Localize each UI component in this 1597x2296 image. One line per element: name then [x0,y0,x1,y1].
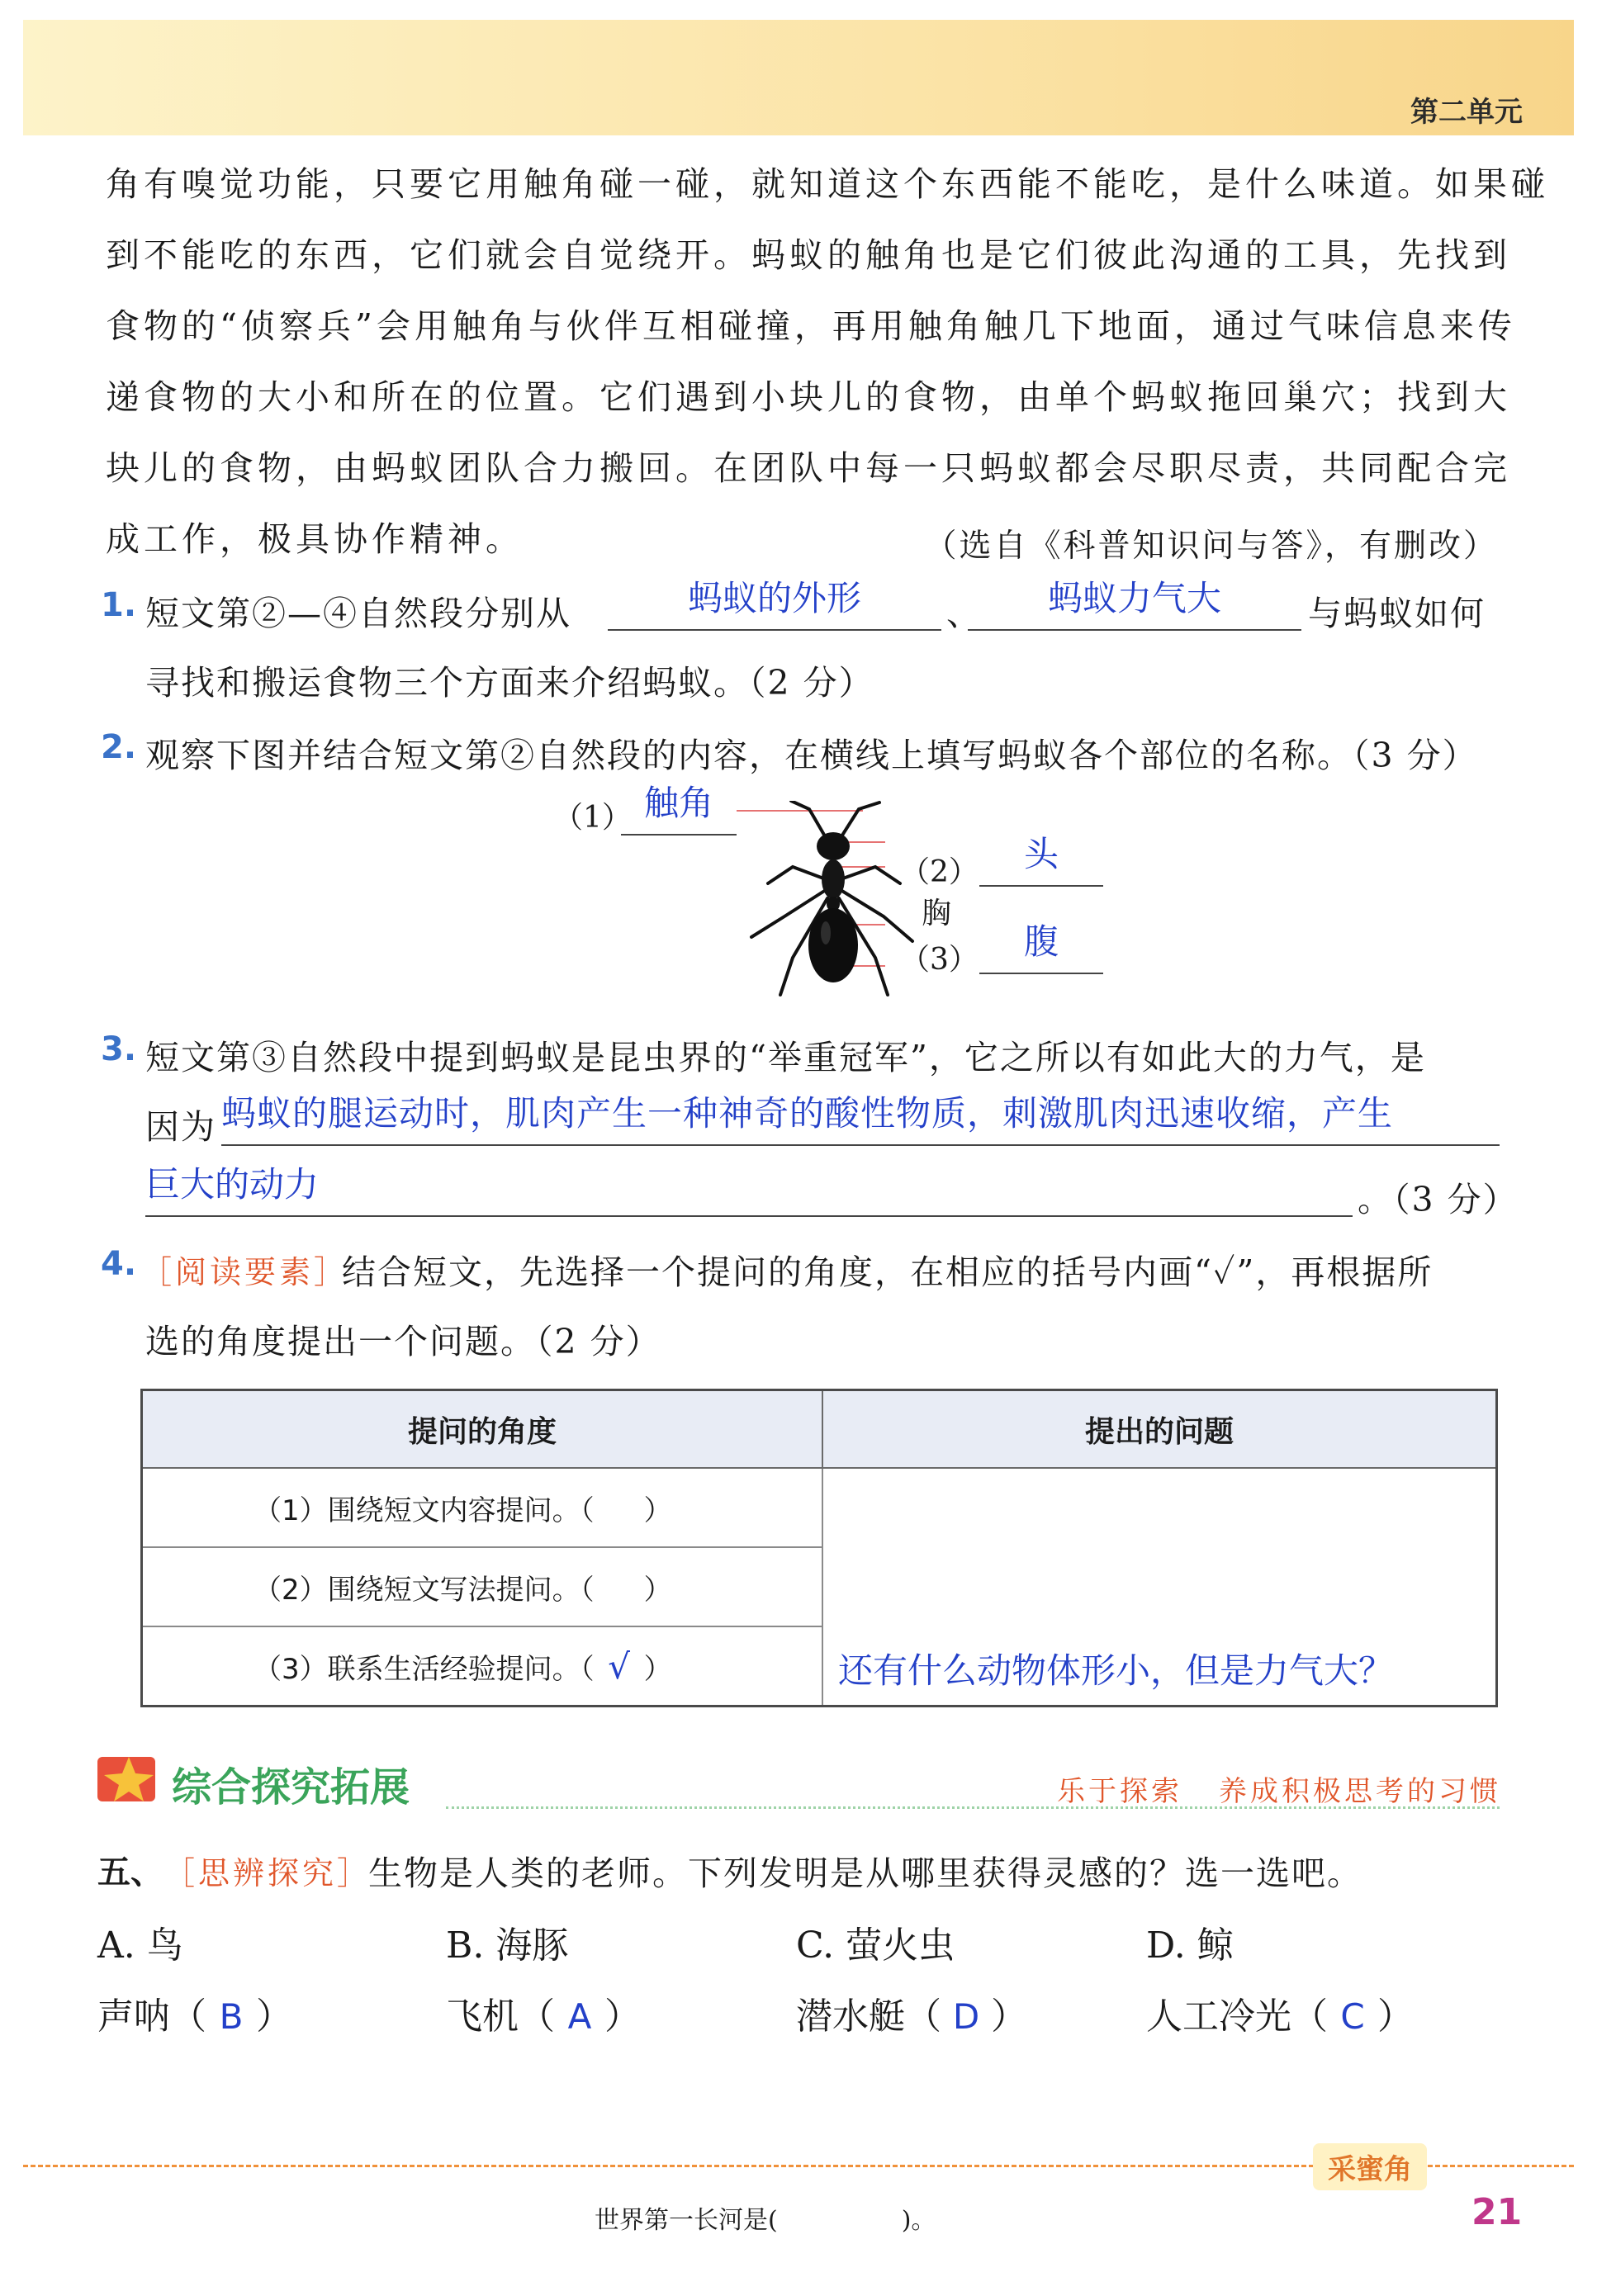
invention-answer[interactable]: A [567,1996,592,2037]
section-star-icon [97,1752,160,1805]
q5-tag: ［思辨探究］ [163,1855,372,1891]
question-number: 2. [101,728,137,766]
q1-text-a: 短文第②—④自然段分别从 [145,594,571,633]
footer-brand: 采蜜角 [1313,2143,1427,2190]
q3-score: 。（3 分） [1358,1180,1519,1219]
question-table [140,1389,1498,1707]
invention-item [97,1986,292,2039]
q3-answer-line-1[interactable]: 蚂蚁的腿运动时，肌肉产生一种神奇的酸性物质，刺激肌肉迅速收缩，产生 [221,1086,1500,1146]
passage-line: 食物的“侦察兵”会用触角与伙伴互相碰撞，再用触角触几下地面，通过气味信息来传 [106,306,1516,346]
q1-separator: 、 [946,594,982,633]
ant-thorax [822,859,845,899]
invention-close: ） [991,1995,1027,2038]
q2-label-2: （2） [900,855,979,889]
q3-text-a: 短文第③自然段中提到蚂蚁是昆虫界的“举重冠军”，它之所以有如此大的力气，是 [145,1038,1426,1077]
option-d: D. 鲸 [1146,1924,1234,1967]
q3-answer-line-2[interactable]: 巨大的动力 [145,1157,1353,1217]
ant-head [817,832,850,860]
q2-answer-head[interactable]: 头 [979,827,1103,887]
q2-answer-abdomen[interactable]: 腹 [979,915,1103,974]
q2-answer-antenna[interactable]: 触角 [621,776,737,836]
q3-text-b: 因为 [145,1107,216,1147]
question-number: 4. [101,1245,137,1283]
q2-label-3: （3） [900,943,979,977]
q4-text-a: 结合短文，先选择一个提问的角度，在相应的括号内画“✓”，再根据所 [342,1252,1434,1292]
invention-item [796,1986,1027,2039]
invention-answer[interactable]: B [219,1996,244,2037]
angle-label: （1）围绕短文内容提问。（ [254,1494,595,1527]
question-number: 1. [101,586,137,624]
invention-answer[interactable]: D [952,1996,980,2037]
table-header: 提问的角度 [142,1390,823,1469]
invention-item [1146,1986,1414,2039]
passage-source: （选自《科普知识问与答》，有删改） [924,528,1498,565]
option-c: C. 萤火虫 [796,1924,955,1967]
invention-answer[interactable]: C [1340,1996,1365,2037]
q1-text-b: 与蚂蚁如何 [1308,594,1486,633]
section-sub-2: 养成积极思考的习惯 [1219,1775,1501,1808]
q1-answer-2[interactable]: 蚂蚁力气大 [968,571,1301,631]
footer-trivia [595,2199,936,2236]
table-cell [142,1547,823,1626]
passage-line: 块儿的食物，由蚂蚁团队合力搬回。在团队中每一只蚂蚁都会尽职尽责，共同配合完 [106,448,1511,488]
invention-name: 人工冷光（ [1146,1995,1328,2038]
option-a: A. 鸟 [97,1924,183,1967]
question-answer: 还有什么动物体形小，但是力气大？ [838,1650,1394,1691]
angle-label: （3）联系生活经验提问。（ [254,1652,595,1686]
q4-tag: ［阅读要素］ [140,1254,349,1290]
ant-abdomen [808,908,858,982]
invention-name: 潜水艇（ [796,1995,941,2038]
table-cell [142,1626,823,1707]
table-row [142,1468,1497,1547]
trivia-text-a: 世界第一长河是( [595,2206,778,2235]
angle-close: ） [643,1494,672,1527]
invention-name: 飞机（ [446,1995,555,2038]
invention-item [446,1986,641,2039]
angle-close: ） [643,1573,672,1607]
q5-number: 五、 [97,1853,163,1891]
section-sub-1: 乐于探索 [1057,1775,1182,1808]
q5-text: 生物是人类的老师。下列发明是从哪里获得灵感的？选一选吧。 [368,1853,1362,1893]
question-answer-cell[interactable] [822,1468,1497,1707]
invention-close: ） [1377,1995,1414,2038]
passage-line: 角有嗅觉功能，只要它用触角碰一碰，就知道这个东西能不能吃，是什么味道。如果碰 [106,164,1549,204]
q4-text-b: 选的角度提出一个问题。（2 分） [145,1322,661,1361]
table-cell [142,1468,823,1547]
angle-label: （2）围绕短文写法提问。（ [254,1573,595,1607]
passage-line: 成工作，极具协作精神。 [106,519,524,559]
passage-line: 递食物的大小和所在的位置。它们遇到小块儿的食物，由单个蚂蚁拖回巢穴；找到大 [106,377,1511,417]
q2-text: 观察下图并结合短文第②自然段的内容，在横线上填写蚂蚁各个部位的名称。（3 分） [145,736,1478,775]
q2-label-chest: 胸 [922,897,952,930]
invention-close: ） [256,1995,292,2038]
invention-close: ） [604,1995,641,2038]
q2-label-1: （1） [553,801,632,835]
section-title: 综合探究拓展 [172,1764,410,1811]
header-bar [23,20,1574,135]
table-header: 提出的问题 [822,1390,1497,1469]
invention-name: 声呐（ [97,1995,206,2038]
passage-line: 到不能吃的东西，它们就会自觉绕开。蚂蚁的触角也是它们彼此沟通的工具，先找到 [106,235,1511,275]
unit-label: 第二单元 [1410,96,1523,129]
option-b: B. 海豚 [446,1924,569,1967]
q1-text-c: 寻找和搬运食物三个方面来介绍蚂蚁。（2 分） [145,663,874,703]
angle-close: ） [643,1652,672,1686]
angle-checkbox[interactable]: √ [608,1645,631,1687]
page-number: 21 [1471,2191,1523,2233]
q1-answer-1[interactable]: 蚂蚁的外形 [608,571,941,631]
trivia-text-b: )。 [901,2206,936,2235]
question-number: 3. [101,1030,137,1068]
